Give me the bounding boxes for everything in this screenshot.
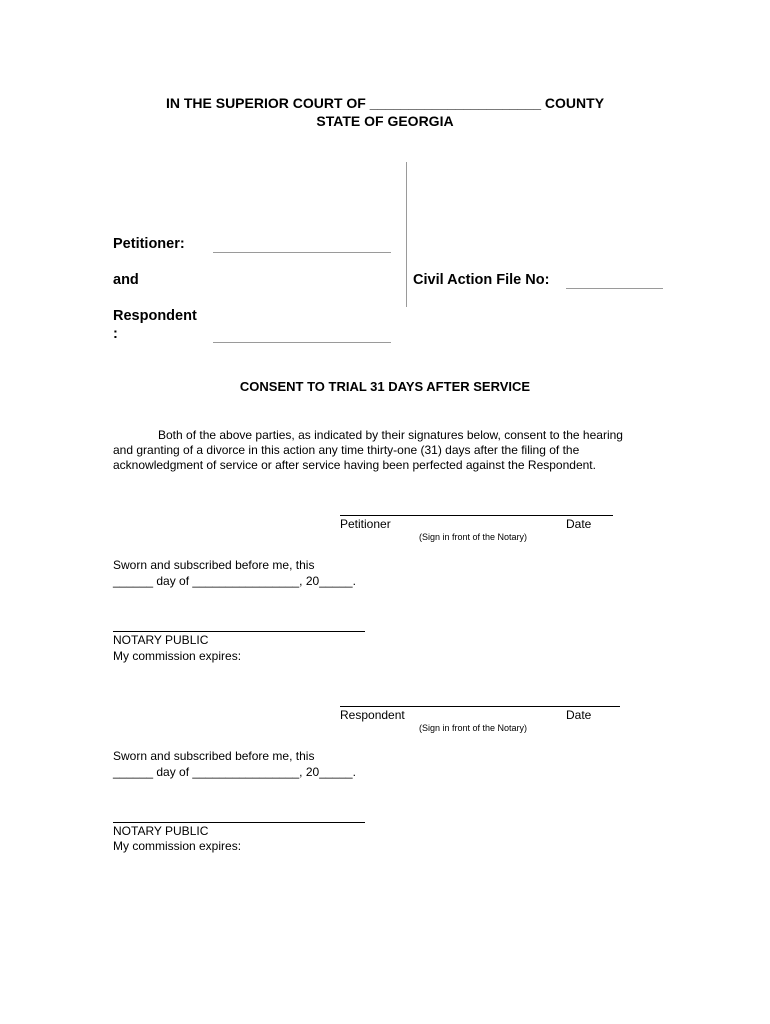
petitioner-notary-label: NOTARY PUBLIC xyxy=(113,633,209,647)
respondent-name-field[interactable] xyxy=(213,342,391,343)
body-line-3: acknowledgment of service or after service having been perfected against the Respondent. xyxy=(113,458,596,472)
respondent-notary-label: NOTARY PUBLIC xyxy=(113,824,209,838)
body-line-2: and granting of a divorce in this action any time thirty-one (31) days after the filing of the xyxy=(113,443,580,457)
respondent-date-label: Date xyxy=(566,708,592,722)
body-line-1: Both of the above parties, as indicated by their signatures below, consent to the hearing xyxy=(158,428,623,442)
petitioner-signature-label: Petitioner xyxy=(340,517,391,531)
petitioner-name-field[interactable] xyxy=(213,252,391,253)
respondent-sworn-line2: ______ day of ________________, 20_____. xyxy=(113,765,356,779)
respondent-signature-line[interactable] xyxy=(340,706,620,707)
petitioner-notary-signature-line[interactable] xyxy=(113,631,365,632)
court-header-line1: IN THE SUPERIOR COURT OF ______________________ COUNTY xyxy=(165,95,605,111)
petitioner-date-label: Date xyxy=(566,517,592,531)
petitioner-sign-note: (Sign in front of the Notary) xyxy=(419,532,528,542)
respondent-signature-label: Respondent xyxy=(340,708,405,722)
petitioner-label: Petitioner: xyxy=(113,236,185,252)
caption-divider xyxy=(406,162,407,307)
petitioner-sworn-line1: Sworn and subscribed before me, this xyxy=(113,558,315,572)
and-label: and xyxy=(113,272,139,288)
petitioner-commission-label: My commission expires: xyxy=(113,649,242,663)
respondent-sign-note: (Sign in front of the Notary) xyxy=(419,723,528,733)
civil-action-number-field[interactable] xyxy=(566,288,663,289)
document-title: CONSENT TO TRIAL 31 DAYS AFTER SERVICE xyxy=(239,379,531,394)
respondent-label: Respondent xyxy=(113,308,197,324)
petitioner-signature-line[interactable] xyxy=(340,515,613,516)
respondent-label-colon: : xyxy=(113,326,118,342)
court-header-line2: STATE OF GEORGIA xyxy=(316,113,454,129)
civil-action-label: Civil Action File No: xyxy=(413,272,550,288)
respondent-commission-label: My commission expires: xyxy=(113,839,242,853)
respondent-sworn-line1: Sworn and subscribed before me, this xyxy=(113,749,315,763)
respondent-notary-signature-line[interactable] xyxy=(113,822,365,823)
petitioner-sworn-line2: ______ day of ________________, 20_____. xyxy=(113,574,356,588)
